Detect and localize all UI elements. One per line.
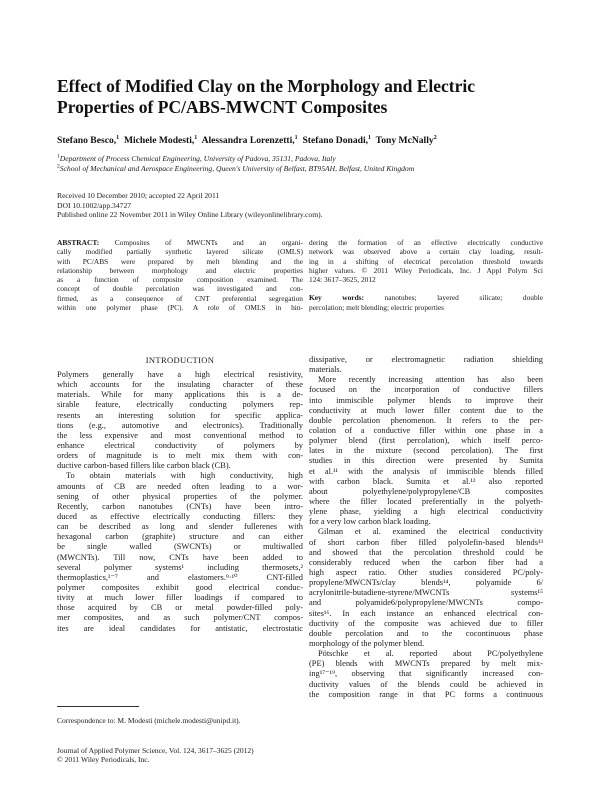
body-text-line: ductivity of the composite was achieved due to filler (309, 618, 543, 628)
body-text-line: tions (e.g., automotive and electronics). Traditionally (57, 420, 303, 430)
author: Alessandra Lorenzetti,$^1$ (201, 134, 298, 146)
body-left-column (57, 370, 303, 634)
keywords-line-text: nanotubes; layered silicate; double (364, 293, 543, 303)
author: Stefano Donadi,$^1$ (302, 134, 372, 146)
body-text-line: of short carbon fiber filled polyolefin-based blends¹³ (309, 537, 543, 547)
body-text-line: morphology of the polymer blend. (309, 638, 425, 648)
affiliations (57, 154, 577, 173)
doi: DOI 10.1002/app.34727 (57, 200, 132, 210)
abstract-line-text: Composites of MWCNTs and an organi- (99, 238, 303, 247)
author-list (57, 135, 577, 146)
body-text-line: several polymer systems¹ including thermosets,² (57, 562, 303, 572)
abstract-line: with PC/ABS were prepared by melt blending and the (57, 256, 303, 266)
body-text-line: ductive carbon-based fillers like carbon black (CB). (57, 461, 231, 471)
abstract-label: ABSTRACT: (57, 238, 100, 247)
keywords-label: Key words: (309, 293, 365, 303)
body-text-line: Pötschke et al. reported about PC/polyethylene (318, 649, 543, 659)
body-text-line: propylene/MWCNTs/clay blends¹⁴, polyamide 6/ (309, 578, 543, 588)
author: Stefano Besco,$^1$ (57, 134, 120, 146)
body-text-line: materials. While for many applications this is a de- (57, 390, 303, 400)
abstract-right-column (309, 238, 543, 312)
abstract-line: within one polymer phase (PC). A role of OMLS in hin- (57, 302, 303, 312)
abstract-line: cally modified partially synthetic layered silicate (OMLS) (57, 247, 303, 257)
body-text-line: acrylonitrile-butadiene-styrene/MWCNTs systems¹⁵ (309, 588, 543, 598)
abstract-line: relationship between morphology and electric properties (57, 265, 303, 275)
body-text-line: ylene phase, yielding a high electrical conductivity (309, 507, 543, 517)
body-text-line: orders of magnitude is to melt mix them with con- (57, 451, 303, 461)
body-text-line: Polymers generally have a high electrical resistivity, (57, 370, 303, 379)
body-text-line: polymer blend (first percolation), which itself perco- (309, 436, 543, 446)
body-text-line: double percolation and to the cocontinuous phase (309, 628, 543, 638)
body-text-line: (MWCNTs). Till now, CNTs have been added to (57, 552, 303, 562)
body-text-line: the less expensive and most conventional method to (57, 430, 303, 440)
body-text-line: the composition range in that PC forms a continuous (309, 689, 543, 699)
body-text-line: with carbon black. Sumita et al.¹² also reported (309, 476, 543, 486)
author: Tony McNally$^2$ (375, 134, 437, 146)
body-text-line: duced as effective electrically conducting fillers: they (57, 511, 303, 521)
body-text-line: hexagonal carbon (graphite) structure and can either (57, 532, 303, 542)
body-right-column (309, 355, 543, 700)
body-text-line: focused on the incorporation of conductive fillers (309, 385, 543, 395)
correspondence-text: Correspondence to: M. Modesti (michele.modesti@unipd.it). (57, 716, 241, 725)
article-title (57, 76, 557, 118)
affiliation: $^1$Department of Process Chemical Engineering, University of Padova, 35131, Padova, Italy (57, 153, 336, 163)
abstract-line: firmed, as a consequence of CNT preferential segregation (57, 293, 303, 303)
abstract-line: concept of double percolation was investigated and con- (57, 284, 303, 294)
body-text-line: ductivity values of the blends could be achieved in (309, 679, 543, 689)
body-text-line: conductivity at much lower filler content due to the (309, 405, 543, 415)
section-heading: INTRODUCTION (145, 355, 215, 365)
body-text-line: and showed that the percolation threshold could be (309, 547, 543, 557)
body-text-line: high aspect ratio. Other studies considered PC/poly- (309, 567, 543, 577)
body-text-line: colation of a conductive filler within one phase in a (309, 425, 543, 435)
body-text-line: considerably reduced when the carbon fiber had a (309, 557, 543, 567)
abstract-left-column (57, 238, 303, 312)
affiliation: $^2$School of Mechanical and Aerospace Engineering, Queen's University of Belfast, BT95AH, Belfast, United Kingdom (57, 163, 415, 173)
published-date: Published online 22 November 2011 in Wiley Online Library (wileyonlinelibrary.com). (57, 210, 323, 219)
body-text-line: for a very low carbon black loading. (309, 517, 431, 527)
abstract-line: as a function of composite composition examined. The (57, 275, 303, 284)
keywords-line: percolation; melt blending; electric properties (309, 302, 445, 312)
body-text-line: Recently, carbon nanotubes (CNTs) have been intro- (57, 501, 303, 511)
body-text-line: (PE) blends with MWCNTs prepared by melt mix- (309, 659, 543, 669)
journal-line: Journal of Applied Polymer Science, Vol. 124, 3617–3625 (2012) (57, 746, 254, 755)
body-text-line: ites are ideal candidates for antistatic, electrostatic (57, 623, 303, 633)
body-text-line: sirable feature, electrically conducting polymers rep- (57, 400, 303, 410)
body-text-line: studies in this direction were presented by Sumita (309, 456, 543, 466)
body-text-line: sening of other physical properties of the polymer. (57, 491, 303, 501)
body-text-line: To obtain materials with high conductivity, high (66, 471, 303, 481)
author: Michele Modesti,$^1$ (123, 134, 198, 146)
title-line: Effect of Modified Clay on the Morphology and Electric (57, 76, 476, 96)
body-text-line: Gilman et al. examined the electrical conductivity (318, 527, 543, 537)
body-text-line: sites¹⁶. In each instance an enhanced electrical con- (309, 608, 543, 618)
body-text-line: mer composites, and as such polymer/CNT compos- (57, 613, 303, 623)
body-text-line: where the filler located preferentially in the polyeth- (309, 496, 543, 506)
body-text-line: polymer composites exhibit good electrical conduc- (57, 582, 303, 592)
body-text-line: about polyethylene/polypropylene/CB composites (309, 486, 543, 496)
correspondence-note (57, 716, 303, 725)
title-line: Properties of PC/ABS-MWCNT Composites (57, 97, 388, 117)
body-text-line: ing¹⁷⁻¹⁹, observing that significantly increased con- (309, 669, 543, 679)
body-text-line: and polyamide6/polypropylene/MWCNTs compo- (309, 598, 543, 608)
abstract-line: higher values. © 2011 Wiley Periodicals, Inc. J Appl Polym Sci (309, 265, 543, 275)
body-text-line: materials. (309, 365, 342, 375)
body-text-line: More recently increasing attention has also been (318, 375, 543, 385)
body-text-line: those acquired by CB or metal powder-filled poly- (57, 603, 303, 613)
abstract-line (57, 238, 303, 247)
body-text-line: thermoplastics,³⁻⁷ and elastomers.⁹·¹⁰ CNT-filled (57, 572, 303, 582)
body-text-line: amounts of CB are needed often leading to a wor- (57, 481, 303, 491)
abstract-line: ing in a shifting of electrical percolation threshold towards (309, 256, 543, 266)
body-text-line: enhance electrical conductivity of polymers by (57, 440, 303, 450)
body-text-line: resents an interesting solution for specific applica- (57, 410, 303, 420)
abstract-line: network was observed above a certain clay loading, result- (309, 247, 543, 257)
body-text-line: et al.¹¹ with the analysis of immiscible blends filled (309, 466, 543, 476)
journal-citation (57, 746, 303, 765)
body-text-line: which accounts for the insulating character of these (57, 380, 303, 390)
article-dates (57, 191, 577, 220)
abstract-line: dering the formation of an effective electrically conductive (309, 238, 543, 247)
abstract-line: 124: 3617–3625, 2012 (309, 275, 376, 284)
body-text-line: double percolation phenomenon. It refers to the per- (309, 415, 543, 425)
received-date: Received 10 December 2010; accepted 22 April 2011 (57, 191, 220, 200)
footnote-divider (57, 706, 139, 707)
body-text-line: tivity at much lower filler loadings if compared to (57, 593, 303, 603)
body-text-line: be single walled (SWCNTs) or multiwalled (57, 542, 303, 552)
body-text-line: lates in the mixture (second percolation). The first (309, 446, 543, 456)
copyright-line: © 2011 Wiley Periodicals, Inc. (57, 755, 150, 765)
body-text-line: can be described as long and slender fullerenes with (57, 522, 303, 532)
body-text-line: into immiscible polymer blends to improve their (309, 395, 543, 405)
body-text-line: dissipative, or electromagnetic radiation shielding (309, 355, 543, 364)
keywords-line (309, 293, 543, 302)
